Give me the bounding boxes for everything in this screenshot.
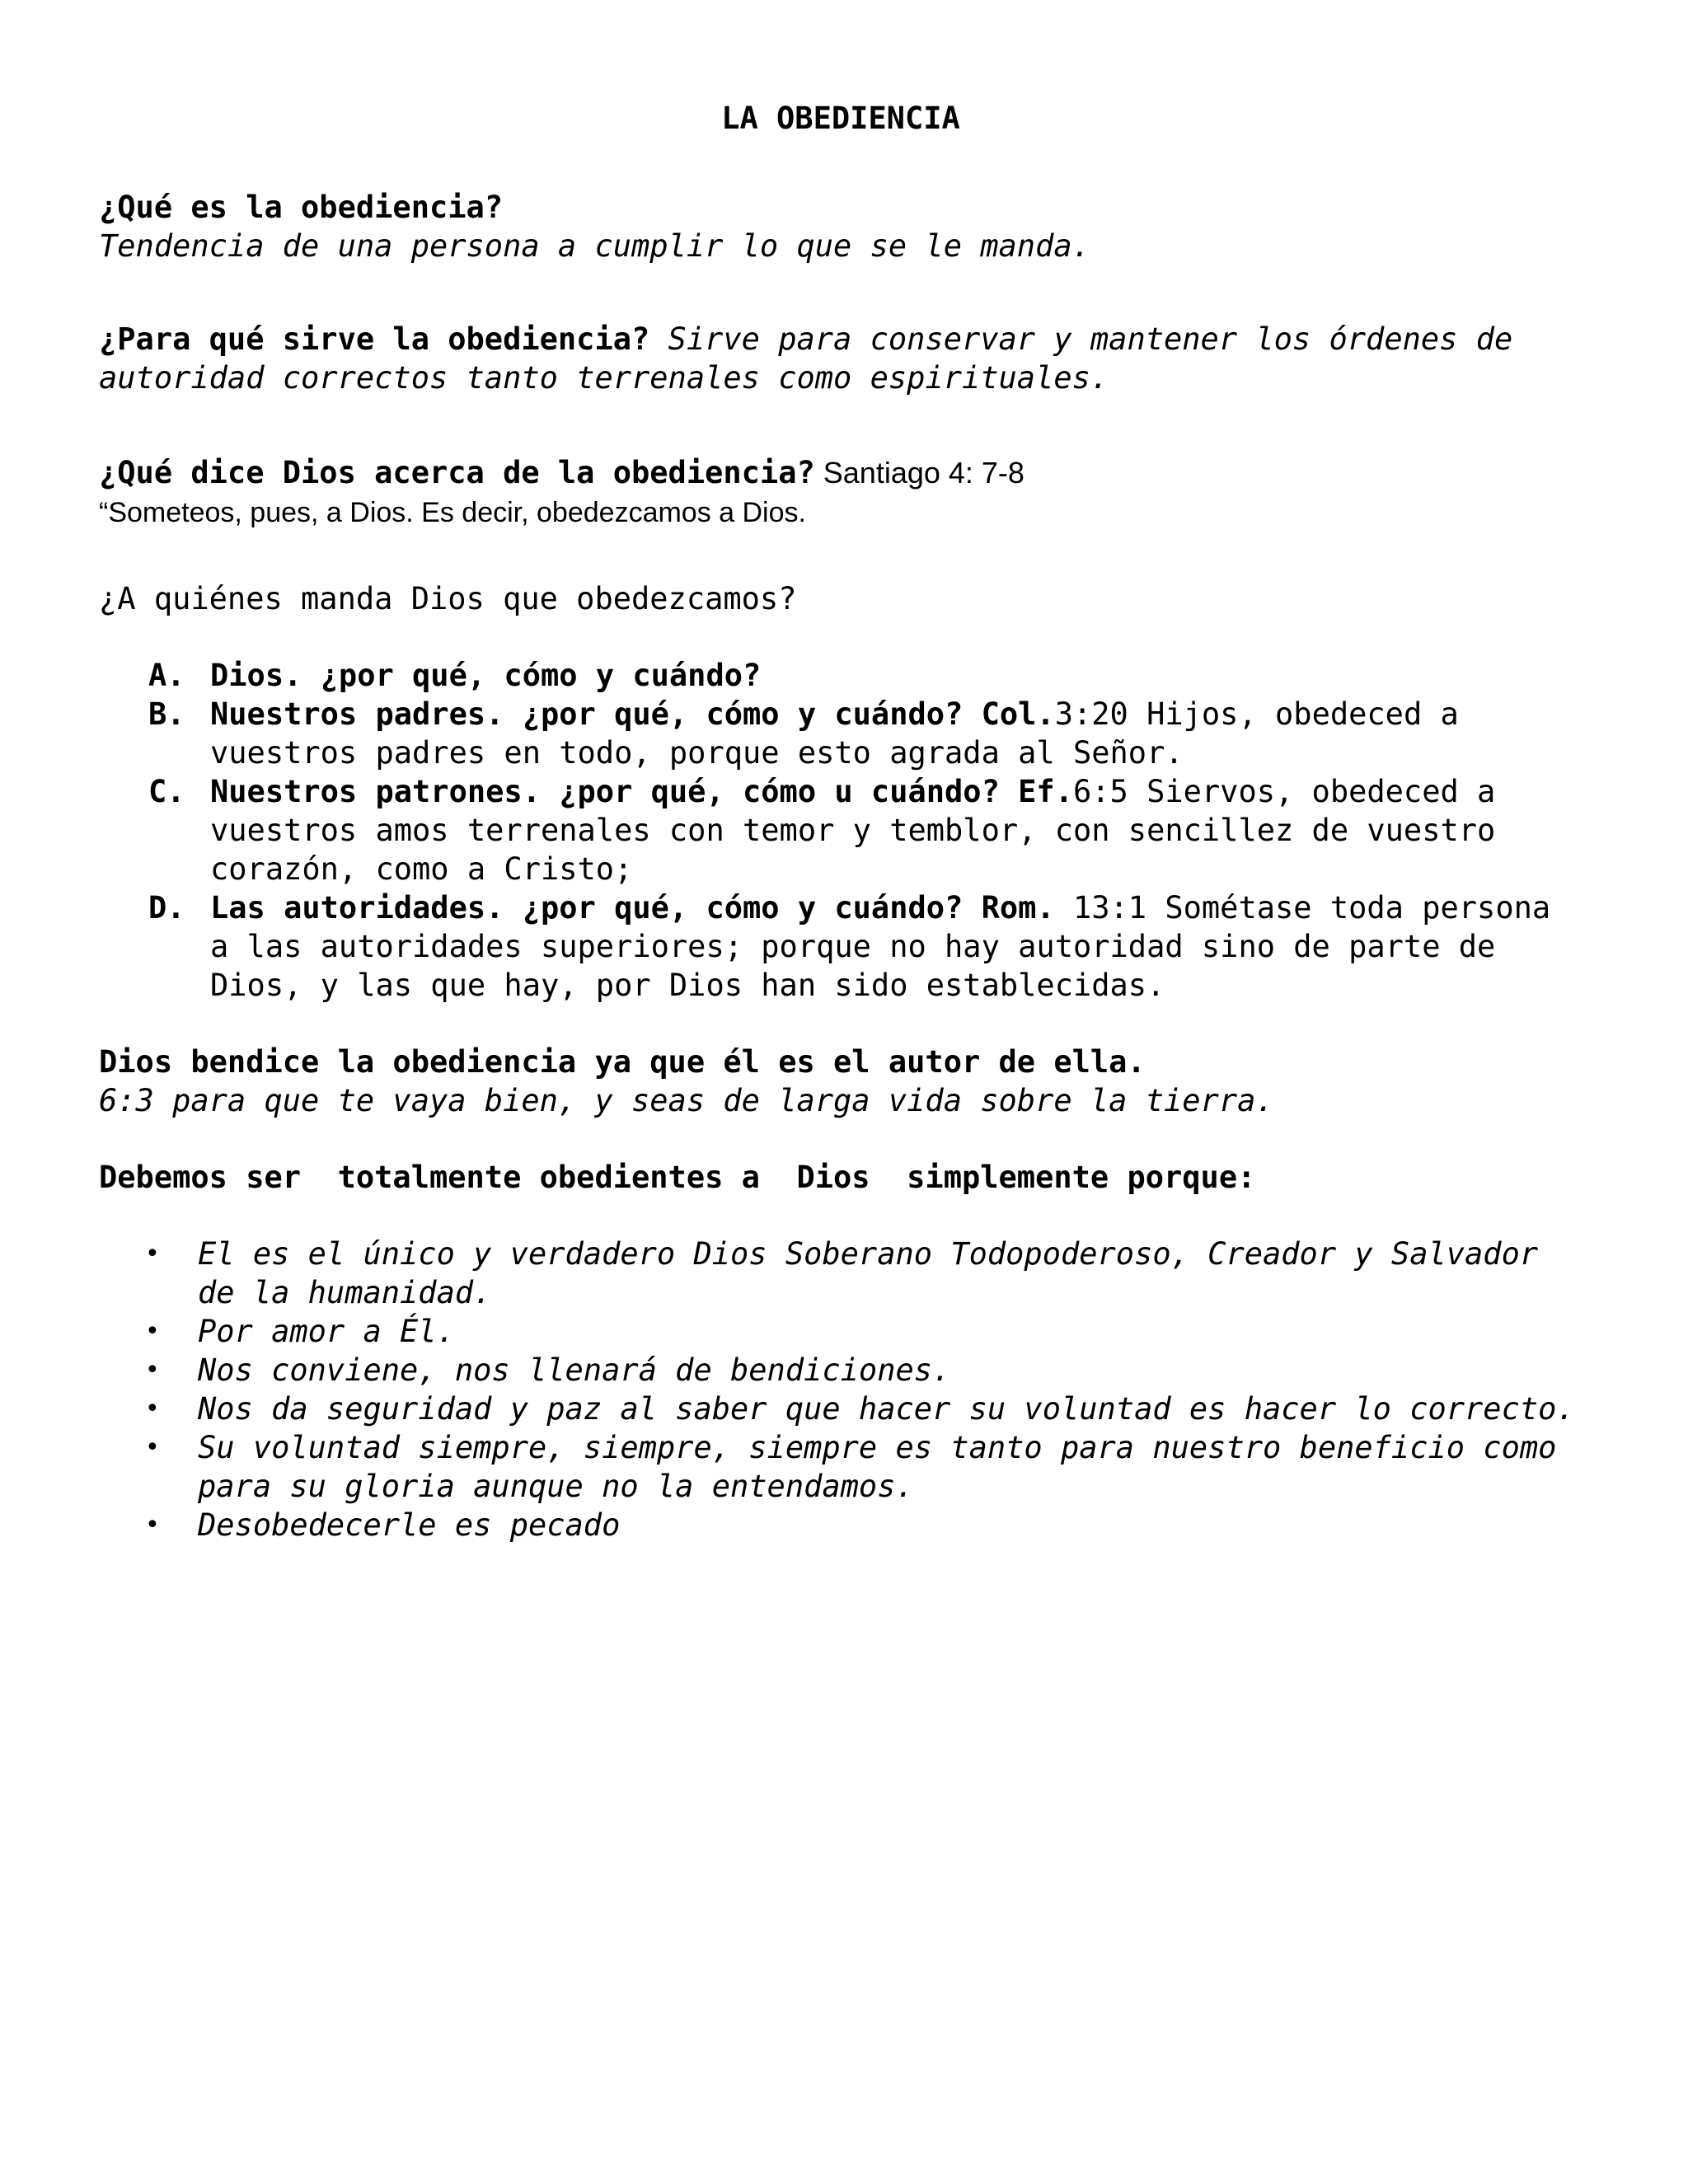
- reason-text: El es el único y verdadero Dios Soberano Todopoderoso, Creador y Salvador de la humanidad.: [198, 1236, 1539, 1310]
- list-item: [99, 1506, 1582, 1544]
- reason-text: Desobedecerle es pecado: [198, 1507, 621, 1543]
- list-item-text: 13:1 Sométase toda persona a las autoridades superiores; porque no hay autoridad sino de parte de Dios, y las que hay, por Dios han sido establecidas.: [210, 890, 1551, 1003]
- section-blessing: [99, 1043, 1582, 1120]
- bullet-icon: •: [145, 1511, 160, 1540]
- blessing-heading: Dios bendice la obediencia ya que él es el autor de ella.: [99, 1044, 1146, 1080]
- reasons-list: [99, 1235, 1582, 1544]
- list-marker: B.: [148, 696, 185, 732]
- document-title: LA OBEDIENCIA: [721, 101, 960, 136]
- reason-text: Nos conviene, nos llenará de bendiciones.: [198, 1352, 951, 1388]
- bullet-icon: •: [145, 1356, 160, 1385]
- bullet-icon: •: [145, 1433, 160, 1462]
- list-item: [99, 1390, 1582, 1428]
- reason-text: Por amor a Él.: [198, 1314, 455, 1349]
- list-item-bold: Nuestros patrones. ¿por qué, cómo u cuándo? Ef.: [210, 774, 1073, 809]
- list-marker: A.: [148, 658, 185, 693]
- list-item-bold: Dios. ¿por qué, cómo y cuándo?: [210, 658, 762, 693]
- bullet-icon: •: [145, 1240, 160, 1268]
- bullet-icon: •: [145, 1317, 160, 1346]
- list-item-bold: Las autoridades. ¿por qué, cómo y cuándo? Rom.: [210, 890, 1055, 926]
- section-god-says: [99, 453, 1582, 533]
- question-what-is: ¿Qué es la obediencia?: [99, 190, 504, 225]
- list-item-bold: Nuestros padres. ¿por qué, cómo y cuándo? Col.: [210, 696, 1055, 732]
- answer-purpose: Sirve para conservar y mantener los órdenes de autoridad correctos tanto terrenales como espirituales.: [99, 321, 1513, 396]
- answer-what-is: Tendencia de una persona a cumplir lo que se le manda.: [99, 228, 1090, 264]
- list-item: [99, 772, 1582, 888]
- list-item: [99, 1235, 1582, 1312]
- whom-list: [99, 656, 1582, 1005]
- list-item-text: 6:5 Siervos, obedeced a vuestros amos terrenales con temor y temblor, con sencillez de vuestro corazón, como a Cristo;: [210, 774, 1496, 887]
- list-marker: C.: [148, 774, 185, 809]
- question-purpose: ¿Para qué sirve la obediencia?: [99, 321, 650, 357]
- list-item: [99, 656, 1582, 695]
- section-what-is: [99, 188, 1582, 265]
- reason-text: Nos da seguridad y paz al saber que hacer su voluntad es hacer lo correcto.: [198, 1391, 1575, 1427]
- blessing-verse: 6:3 para que te vaya bien, y seas de larga vida sobre la tierra.: [99, 1083, 1274, 1118]
- list-item: [99, 1351, 1582, 1390]
- list-item: [99, 695, 1582, 772]
- section-purpose: [99, 320, 1582, 397]
- list-item: [99, 888, 1582, 1005]
- reasons-heading: Debemos ser totalmente obedientes a Dios simplemente porque:: [99, 1160, 1256, 1195]
- scripture-quote: “Someteos, pues, a Dios. Es decir, obedezcamos a Dios.: [99, 497, 806, 528]
- reason-text: Su voluntad siempre, siempre, siempre es tanto para nuestro beneficio como para su gloria aunque no la entendamos.: [198, 1430, 1557, 1504]
- question-whom: ¿A quiénes manda Dios que obedezcamos?: [99, 581, 797, 616]
- list-item: [99, 1312, 1582, 1351]
- list-item-text: 3:20 Hijos, obedeced a vuestros padres en todo, porque esto agrada al Señor.: [210, 696, 1459, 771]
- scripture-reference: Santiago 4: 7-8: [814, 456, 1025, 490]
- list-marker: D.: [148, 890, 185, 926]
- list-item: [99, 1428, 1582, 1506]
- bullet-icon: •: [145, 1394, 160, 1423]
- question-god-says: ¿Qué dice Dios acerca de la obediencia?: [99, 455, 815, 490]
